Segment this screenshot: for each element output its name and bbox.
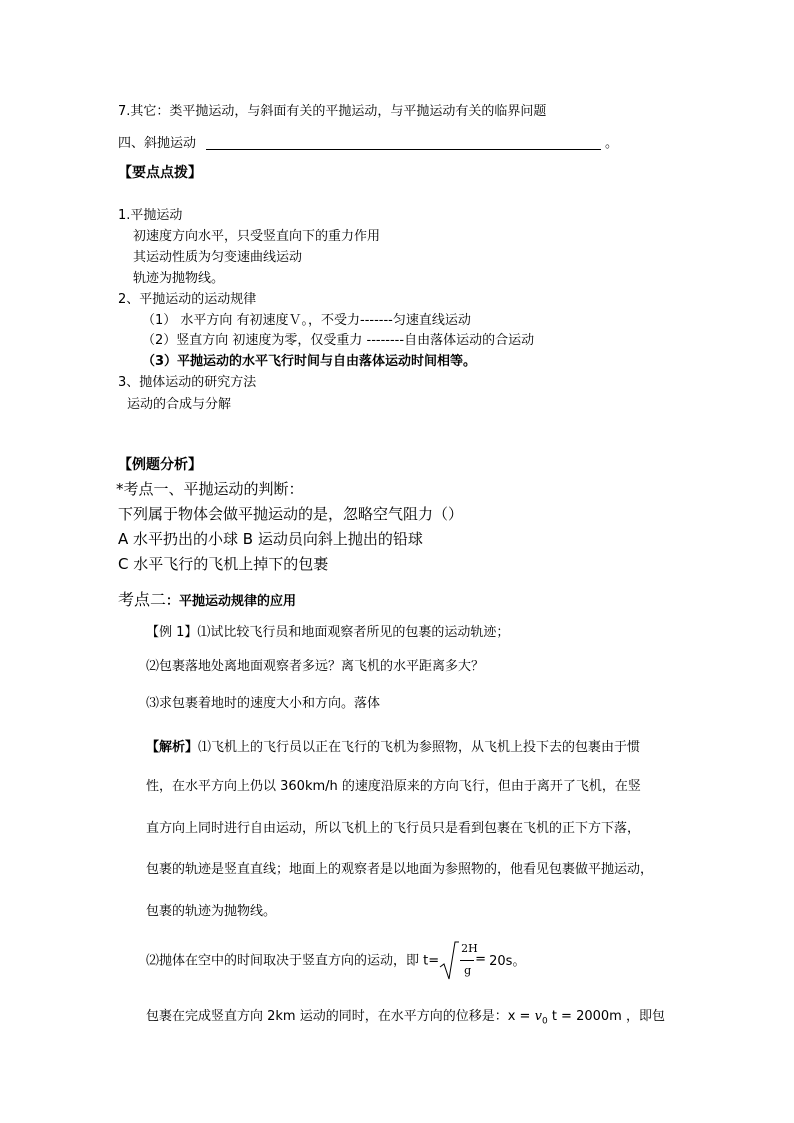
examples-header: 【例题分析】 [118, 457, 202, 473]
analysis-line-6 [146, 941, 525, 981]
fill-blank[interactable] [206, 135, 601, 150]
kp-1-c: 轨迹为抛物线。 [133, 271, 225, 286]
analysis-line-7-post: t = 2000m ，即包 [547, 1009, 665, 1024]
kp-2-title: 2、平抛运动的运动规律 [118, 292, 257, 307]
analysis-line-7-pre: 包裹在完成竖直方向 2km 运动的同时，在水平方向的位移是：x = [146, 1009, 535, 1024]
kp-1-a: 初速度方向水平，只受竖直向下的重力作用 [133, 229, 381, 244]
kp-2-c: （3）平抛运动的水平飞行时间与自由落体运动时间相等。 [142, 354, 477, 369]
example-1-q3: ⑶求包裹着地时的速度大小和方向。落体 [146, 696, 381, 711]
analysis-line-6-post: 20s。 [489, 953, 526, 969]
velocity-symbol: v [534, 1009, 542, 1024]
velocity-subscript: 0 [541, 1016, 548, 1027]
analysis-label: 【解析】 [146, 740, 199, 755]
analysis-line-1-text: ⑴飞机上的飞行员以正在飞行的飞机为参照物，从飞机上投下去的包裹由于惯 [198, 740, 641, 755]
kp-1-title: 1.平抛运动 [118, 208, 183, 223]
sqrt-icon [439, 941, 459, 981]
analysis-line-5: 包裹的轨迹为抛物线。 [146, 904, 277, 919]
kp-3-title: 3、抛体运动的研究方法 [118, 375, 257, 390]
analysis-line-7 [146, 1010, 665, 1027]
kp-2-a: （1） 水平方向 有初速度Ｖ。，不受力-------匀速直线运动 [142, 313, 471, 328]
key-points-header: 【要点点拨】 [118, 165, 202, 181]
analysis-line-2: 性，在水平方向上仍以 360km/h 的速度沿原来的方向飞行，但由于离开了飞机，在竖 [146, 779, 641, 794]
example-1-q2: ⑵包裹落地处离地面观察者多远？离飞机的水平距离多大？ [146, 659, 485, 674]
example-1-q1 [146, 626, 509, 639]
oblique-end: 。 [605, 136, 619, 151]
analysis-line-4: 包裹的轨迹是竖直直线；地面上的观察者是以地面为参照物的，他看见包裹做平抛运动， [146, 862, 654, 877]
example-1-q1-text: ⑴试比较飞行员和地面观察者所见的包裹的运动轨迹； [197, 625, 510, 640]
analysis-line-1 [146, 741, 640, 754]
kd1-options-ab: A 水平扔出的小球 B 运动员向斜上抛出的铅球 [118, 530, 423, 548]
kd1-question: 下列属于物体会做平抛运动的是，忽略空气阻力（） [118, 505, 464, 523]
line-4-oblique [118, 135, 618, 150]
kp-3-a: 运动的合成与分解 [127, 397, 232, 412]
example-1-label: 【例 1】 [146, 625, 198, 640]
fraction-equals: = [475, 952, 487, 967]
fraction-numerator: 2H [461, 942, 478, 955]
analysis-line-3: 直方向上同时进行自由运动，所以飞机上的飞行员只是看到包裹在飞机的正下方下落， [146, 821, 641, 836]
sqrt-fraction [439, 941, 501, 981]
kd1-title: *考点一、平抛运动的判断： [116, 480, 304, 498]
fraction-denominator: g [464, 964, 472, 977]
kd2-title: ：平抛运动规律的应用 [166, 594, 297, 609]
line-7-other: 7.其它：类平抛运动，与斜面有关的平抛运动，与平抛运动有关的临界问题 [118, 104, 547, 119]
fraction-bar [460, 960, 474, 961]
kd2-prefix: 考点二 [118, 590, 167, 609]
oblique-label: 四、斜抛运动 [118, 136, 197, 151]
analysis-line-6-pre: ⑵抛体在空中的时间取决于竖直方向的运动，即 t= [146, 953, 440, 969]
kd1-option-c: C 水平飞行的飞机上掉下的包裹 [118, 555, 329, 573]
kp-2-b: （2）竖直方向 初速度为零，仅受重力 --------自由落体运动的合运动 [142, 333, 535, 348]
kp-1-b: 其运动性质为匀变速曲线运动 [133, 250, 303, 265]
kd2-title-line [118, 592, 296, 608]
